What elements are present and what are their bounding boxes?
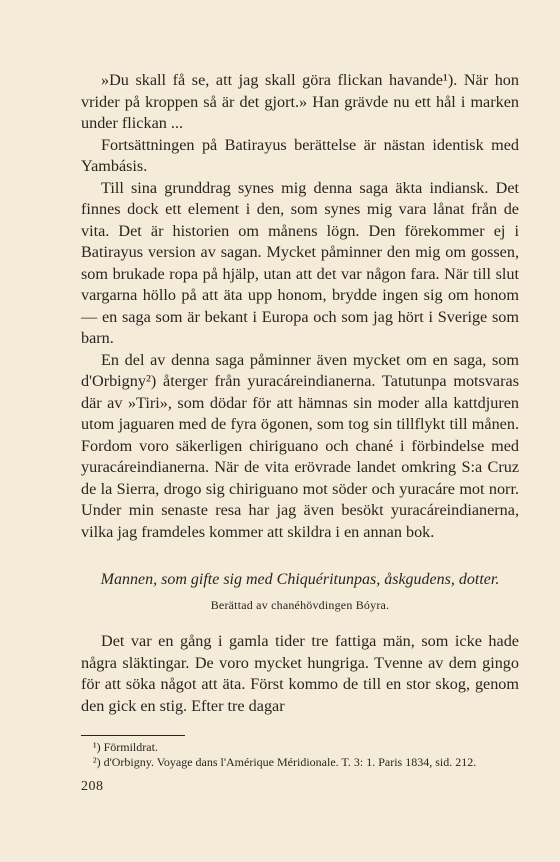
story-paragraph: Det var en gång i gamla tider tre fattiga män, som icke hade några släktingar. De voro mycket hungriga. Tvenne av dem gingo för att söka något att äta. Först kommo de till en stor skog, genom den gick en stig. Efter tre dagar — [81, 632, 519, 715]
paragraph-2: Fortsättningen på Batirayus berättelse är nästan identisk med Yambásis. — [81, 135, 519, 175]
paragraph-1: »Du skall få se, att jag skall göra flickan havande¹). När hon vrider på kroppen så är det gjort.» Han grävde nu ett hål i marken under flickan ... — [81, 71, 519, 132]
footnote-rule — [81, 735, 477, 770]
footnote-2: ²) d'Orbigny. Voyage dans l'Amérique Méridionale. T. 3: 1. Paris 1834, sid. 212. — [93, 755, 477, 769]
page-number: 208 — [81, 779, 104, 794]
footnote-1: ¹) Förmildrat. — [93, 740, 158, 754]
footnotes — [81, 740, 519, 770]
paragraph-4: En del av denna saga påminner även mycket om en saga, som d'Orbigny²) återger från yuracáreindianerna. Tatutunpa motsvaras där av »Tiri», som dödar för att hämnas sin moder alla kattdjuren utom jaguaren med de fyra ögonen, som tog sin tillflykt till månen. Fordom voro säkerligen chiriguano och chané i förbindelse med yuracáreindianerna. När de vita erövrade landet omkring S:a Cruz de la Sierra, drogo sig chiriguano mot söder och yuracáre mot norr. Under min senaste resa har jag även besökt yuracáreindianerna, vilka jag framdeles kommer att skildra i en annan bok. — [81, 350, 519, 541]
paragraph-3: Till sina grunddrag synes mig denna saga äkta indiansk. Det finnes dock ett element i den, som synes mig vara lånat från de vita. Det är historien om månens lögn. Den förekommer ej i Batirayus version av sagan. Mycket påminner den mig om gossen, som brukade ropa på hjälp, utan att det var någon fara. När till slut vargarna höllo på att äta upp honom, brydde ingen sig om honom — en saga som är bekant i Europa och som jag hört i Sverige som barn. — [81, 178, 519, 347]
story-heading: Mannen, som gifte sig med Chiquéritunpas, åskgudens, dotter. — [100, 571, 500, 588]
story-subheading: Berättad av chanéhövdingen Bóyra. — [210, 598, 390, 612]
page-content — [81, 70, 519, 796]
